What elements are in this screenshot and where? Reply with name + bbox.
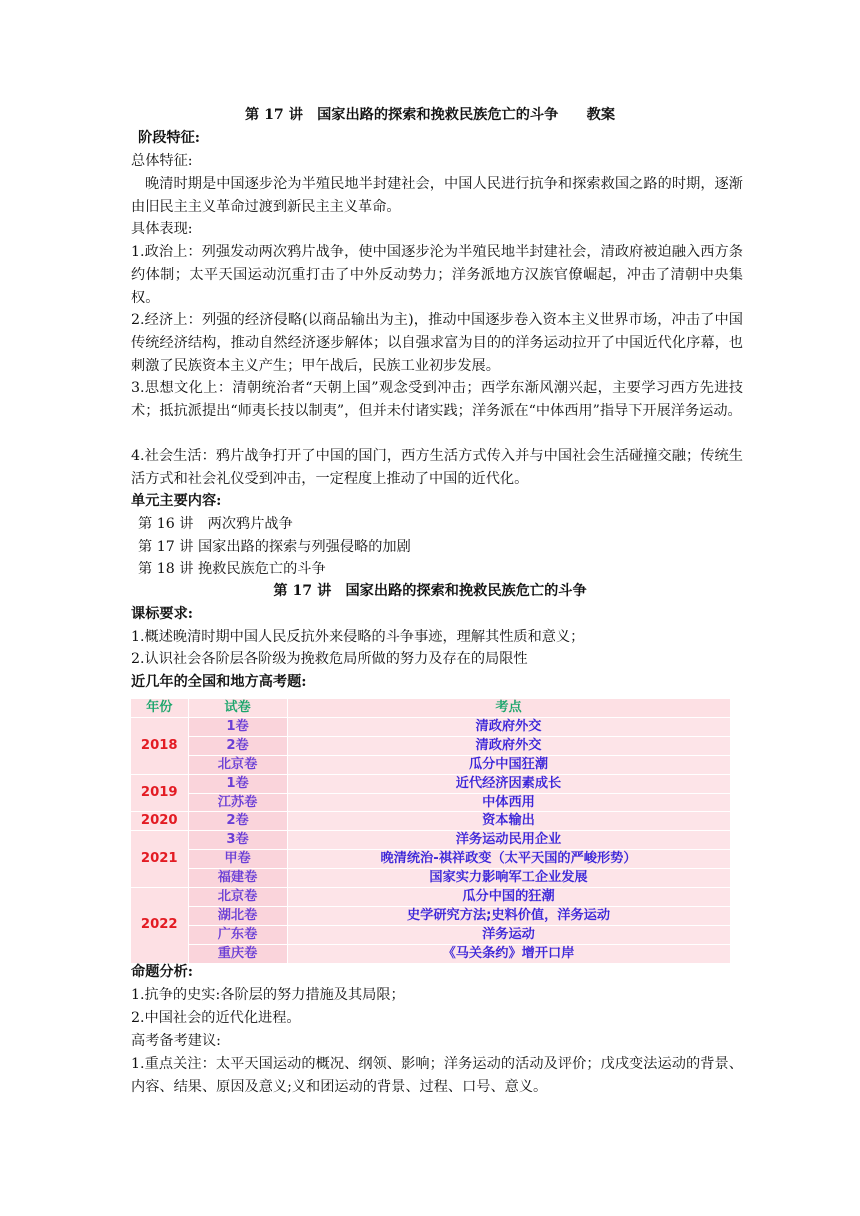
header-point: 考点 — [287, 699, 730, 717]
paper-cell: 甲卷 — [188, 850, 287, 869]
point-politics: 1.政治上：列强发动两次鸦片战争，使中国逐步沦为半殖民地半封建社会，清政府被迫融入西方条约体制；太平天国运动沉重打击了中外反动势力；洋务派地方汉族官僚崛起，冲击了清朝中央集权。 — [131, 244, 743, 306]
analysis-item-1: 1.抗争的史实:各阶层的努力措施及其局限； — [131, 987, 405, 1003]
point-cell: 清政府外交 — [287, 736, 730, 755]
point-cell: 洋务运动 — [287, 925, 730, 944]
table-row — [131, 831, 730, 850]
table-row — [131, 774, 730, 793]
year-cell: 2018 — [131, 717, 188, 774]
unit-item-16: 第 16 讲 两次鸦片战争 — [138, 516, 293, 532]
table-row — [131, 755, 730, 774]
header-year: 年份 — [131, 699, 188, 717]
overall-text: 晚清时期是中国逐步沦为半殖民地半封建社会，中国人民进行抗争和探索救国之路的时期，逐渐由旧民主主义革命过渡到新民主主义革命。 — [131, 176, 743, 215]
table-row — [131, 888, 730, 907]
point-cell: 《马关条约》增开口岸 — [287, 944, 730, 963]
paper-cell: 2卷 — [188, 812, 287, 831]
paper-cell: 1卷 — [188, 717, 287, 736]
page-title: 第 17 讲 国家出路的探索和挽救民族危亡的斗争 教案 — [244, 107, 616, 123]
advice-label: 高考备考建议: — [131, 1033, 221, 1049]
standard-item-2: 2.认识社会各阶层各阶级为挽救危局所做的努力及存在的局限性 — [131, 651, 528, 667]
table-row — [131, 736, 730, 755]
paper-cell: 福建卷 — [188, 869, 287, 888]
paper-cell: 北京卷 — [188, 888, 287, 907]
standard-heading: 课标要求: — [131, 606, 193, 622]
table-row — [131, 925, 730, 944]
table-row — [131, 793, 730, 812]
paper-cell: 2卷 — [188, 736, 287, 755]
stage-heading: 阶段特征: — [138, 130, 200, 146]
table-row — [131, 906, 730, 925]
point-culture: 3.思想文化上：清朝统治者“天朝上国”观念受到冲击；西学东渐风潮兴起，主要学习西方先进技术；抵抗派提出“师夷长技以制夷”，但并未付诸实践；洋务派在“中体西用”指导下开展洋务运动。 — [131, 380, 743, 419]
analysis-item-2: 2.中国社会的近代化进程。 — [131, 1010, 301, 1026]
point-cell: 资本输出 — [287, 812, 730, 831]
analysis-heading: 命题分析: — [131, 964, 193, 980]
unit-item-18: 第 18 讲 挽救民族危亡的斗争 — [138, 561, 326, 577]
point-society: 4.社会生活：鸦片战争打开了中国的国门，西方生活方式传入并与中国社会生活碰撞交融；传统生活方式和社会礼仪受到冲击，一定程度上推动了中国的近代化。 — [131, 448, 743, 487]
unit-item-17: 第 17 讲 国家出路的探索与列强侵略的加剧 — [138, 539, 411, 555]
table-row — [131, 812, 730, 831]
paper-cell: 湖北卷 — [188, 906, 287, 925]
paper-cell: 3卷 — [188, 831, 287, 850]
standard-item-1: 1.概述晚清时期中国人民反抗外来侵略的斗争事迹，理解其性质和意义； — [131, 629, 585, 645]
point-cell: 瓜分中国狂潮 — [287, 755, 730, 774]
point-cell: 近代经济因素成长 — [287, 774, 730, 793]
paper-cell: 重庆卷 — [188, 944, 287, 963]
exam-table — [131, 699, 731, 964]
specific-label: 具体表现: — [131, 221, 193, 237]
header-paper: 试卷 — [188, 699, 287, 717]
point-cell: 史学研究方法;史料价值，洋务运动 — [287, 906, 730, 925]
point-cell: 中体西用 — [287, 793, 730, 812]
year-cell: 2022 — [131, 888, 188, 964]
table-row — [131, 850, 730, 869]
year-cell: 2021 — [131, 831, 188, 888]
year-cell: 2020 — [131, 812, 188, 831]
point-cell: 清政府外交 — [287, 717, 730, 736]
paper-cell: 1卷 — [188, 774, 287, 793]
year-cell: 2019 — [131, 774, 188, 812]
point-cell: 洋务运动民用企业 — [287, 831, 730, 850]
exam-table-header — [131, 699, 730, 717]
section-subtitle: 第 17 讲 国家出路的探索和挽救民族危亡的斗争 — [273, 583, 587, 599]
table-row — [131, 717, 730, 736]
paper-cell: 江苏卷 — [188, 793, 287, 812]
table-row — [131, 869, 730, 888]
overall-label: 总体特征: — [131, 153, 193, 169]
exam-heading: 近几年的全国和地方高考题: — [131, 674, 307, 690]
point-cell: 国家实力影响军工企业发展 — [287, 869, 730, 888]
point-cell: 瓜分中国的狂潮 — [287, 888, 730, 907]
point-cell: 晚清统治-祺祥政变（太平天国的严峻形势） — [287, 850, 730, 869]
point-economy: 2.经济上：列强的经济侵略(以商品输出为主)，推动中国逐步卷入资本主义世界市场，冲击了中国传统经济结构，推动自然经济逐步解体；以自强求富为目的的洋务运动拉开了中国近代化序幕，也刺激了民族资本主义产生；甲午战后，民族工业初步发展。 — [131, 312, 743, 374]
unit-heading: 单元主要内容: — [131, 493, 222, 509]
advice-text: 1.重点关注：太平天国运动的概况、纲领、影响；洋务运动的活动及评价；戊戌变法运动的背景、内容、结果、原因及意义;义和团运动的背景、过程、口号、意义。 — [131, 1056, 743, 1095]
paper-cell: 广东卷 — [188, 925, 287, 944]
paper-cell: 北京卷 — [188, 755, 287, 774]
